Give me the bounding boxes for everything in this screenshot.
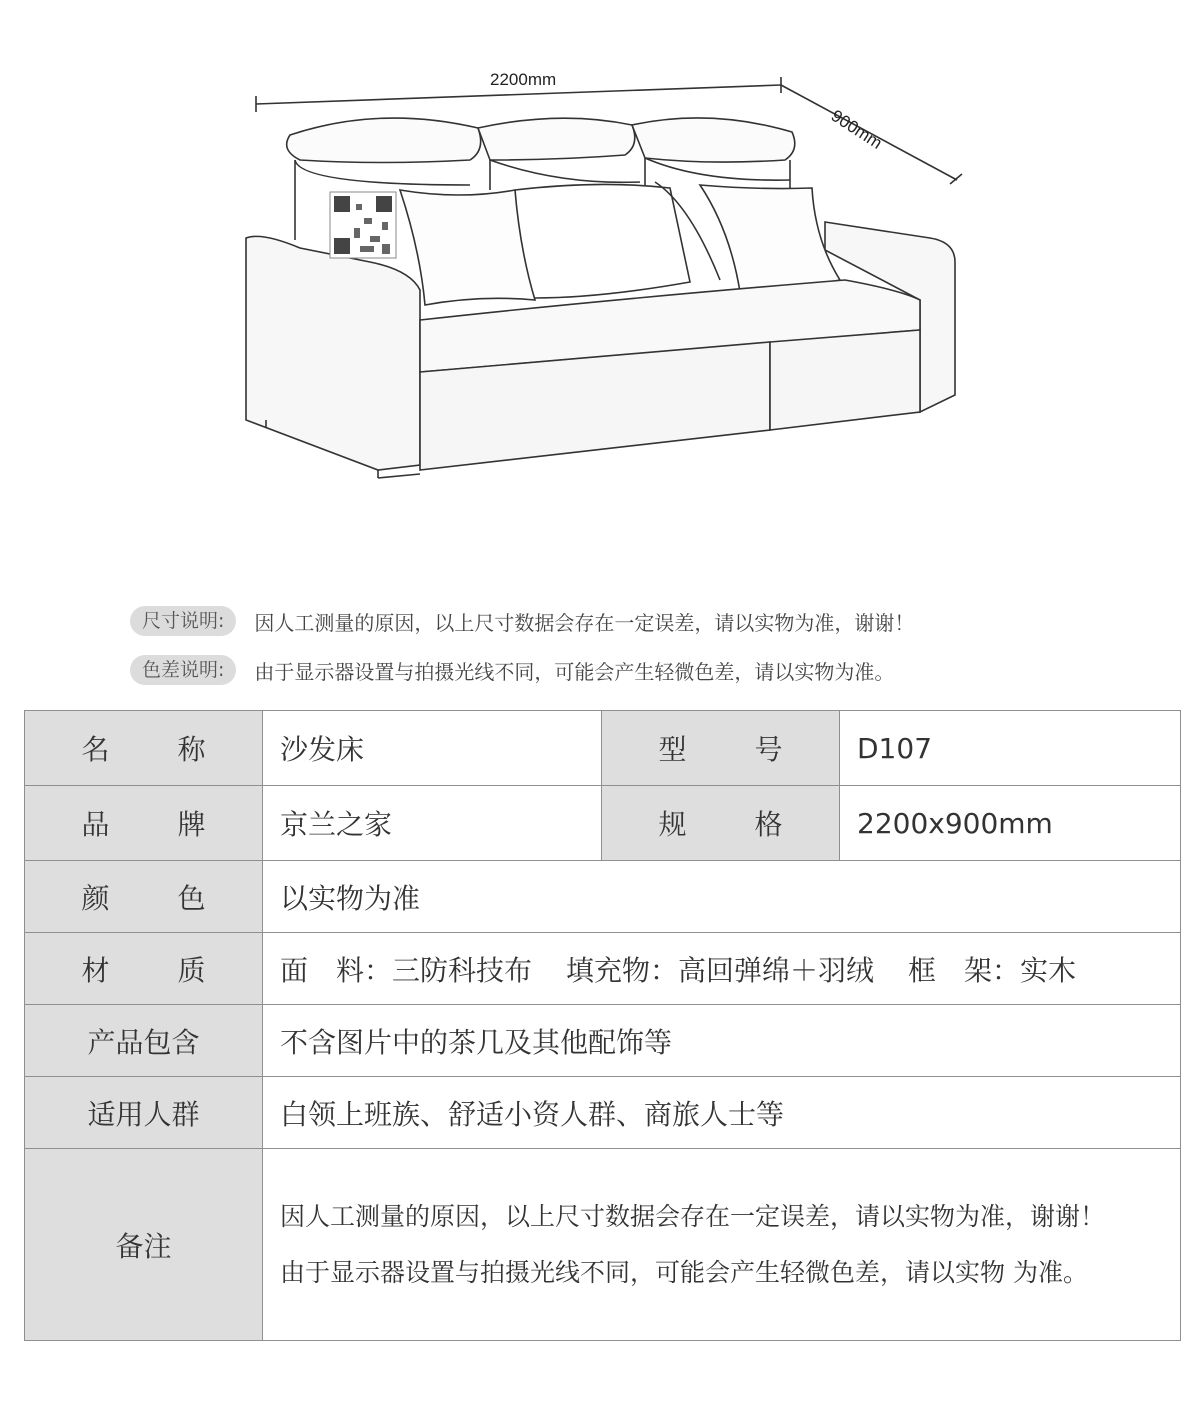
- table-row: [25, 1149, 1181, 1341]
- table-row: [25, 711, 1181, 786]
- size-value: 2200x900mm: [840, 786, 1181, 861]
- material-filling: 填充物：高回弹绵＋羽绒: [566, 953, 875, 987]
- brand-label-cell: [25, 786, 263, 861]
- material-label-cell: [25, 933, 263, 1005]
- color-note: [130, 653, 894, 687]
- name-label-cell: [25, 711, 263, 786]
- table-row: [25, 933, 1181, 1005]
- brand-label: 品牌: [81, 808, 206, 841]
- name-value: 沙发床: [263, 711, 602, 786]
- size-label-cell: [602, 786, 840, 861]
- sofa-drawing: [0, 0, 1200, 560]
- includes-label: 产品包含: [25, 1005, 263, 1077]
- remark-line-1: 因人工测量的原因，以上尺寸数据会存在一定误差，请以实物为准，谢谢！: [280, 1201, 1106, 1231]
- brand-value: 京兰之家: [263, 786, 602, 861]
- color-label-cell: [25, 861, 263, 933]
- color-value: 以实物为准: [263, 861, 1181, 933]
- qr-code-icon: [330, 192, 396, 258]
- color-note-tag: 色差说明:: [130, 655, 236, 685]
- size-note-text: 因人工测量的原因，以上尺寸数据会存在一定误差，请以实物为准，谢谢！: [254, 610, 915, 635]
- remark-label: 备注: [25, 1149, 263, 1341]
- table-row: [25, 861, 1181, 933]
- includes-value: 不含图片中的茶几及其他配饰等: [263, 1005, 1181, 1077]
- spec-table: [24, 710, 1181, 1341]
- remark-line-2: 由于显示器设置与拍摄光线不同，可能会产生轻微色差，请以实物 为准。: [280, 1257, 1088, 1287]
- color-label: 颜色: [81, 881, 206, 915]
- table-row: [25, 786, 1181, 861]
- table-row: [25, 1077, 1181, 1149]
- size-note-tag: 尺寸说明:: [130, 606, 236, 636]
- sofa-sketch: [0, 0, 1200, 560]
- remark-value: [263, 1149, 1181, 1341]
- model-label: 型号: [658, 733, 783, 766]
- size-label: 规格: [658, 808, 783, 841]
- size-note: [130, 604, 914, 638]
- material-value: [263, 933, 1181, 1005]
- material-label: 材质: [81, 953, 206, 987]
- table-row: [25, 1005, 1181, 1077]
- material-fabric: 面 料：三防科技布: [280, 953, 533, 987]
- audience-label: 适用人群: [25, 1077, 263, 1149]
- name-label: 名称: [81, 733, 206, 766]
- model-value: D107: [840, 711, 1181, 786]
- audience-value: 白领上班族、舒适小资人群、商旅人士等: [263, 1077, 1181, 1149]
- color-note-text: 由于显示器设置与拍摄光线不同，可能会产生轻微色差，请以实物为准。: [254, 659, 895, 684]
- depth-dimension-label: 900mm: [827, 106, 886, 153]
- width-dimension-label: 2200mm: [490, 70, 557, 89]
- material-frame: 框 架：实木: [908, 953, 1077, 987]
- model-label-cell: [602, 711, 840, 786]
